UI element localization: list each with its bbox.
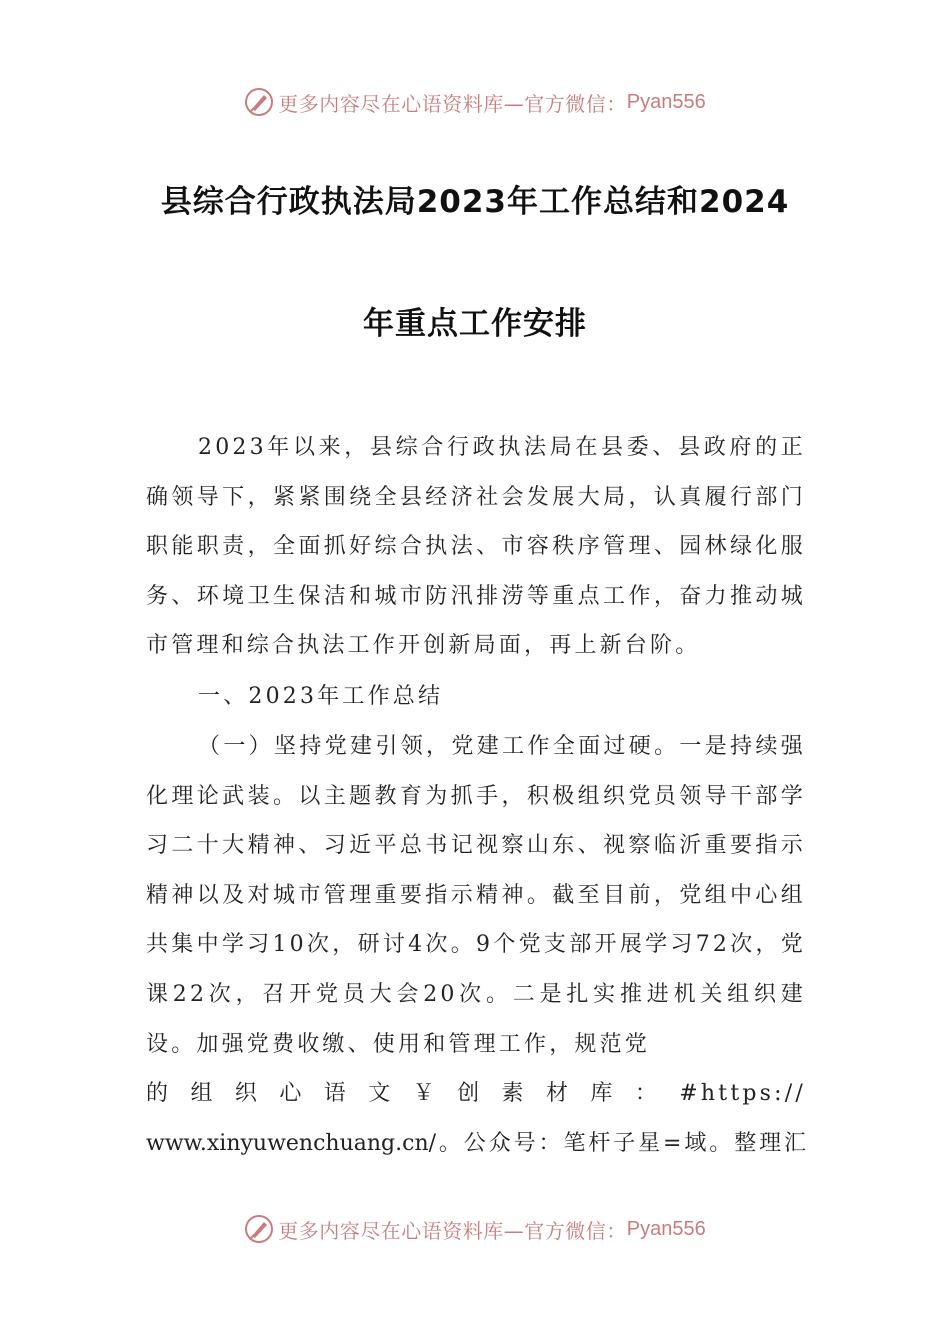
watermark-banner-bottom [0,1209,950,1249]
document-title-line1: 县综合行政执法局2023年工作总结和2024 [160,184,790,220]
intro-paragraph: 2023年以来，县综合行政执法局在县委、县政府的正确领导下，紧紧围绕全县经济社会发展大局，认真履行部门职能职责，全面抓好综合执法、市容秩序管理、园林绿化服务、环境卫生保洁和城市防汛排涝等重点工作，奋力推动城市管理和综合执法工作开创新局面，再上新台阶。 [146,435,806,659]
spread-watermark-line: 的组织心语文￥创素材库：#https:// [146,1081,806,1107]
watermark-text: 更多内容尽在心语资料库—官方微信： [278,91,627,116]
section1-paragraph: （一）坚持党建引领，党建工作全面过硬。一是持续强化理论武装。以主题教育为抓手，积极组织党员领导干部学习二十大精神、习近平总书记视察山东、视察临沂重要指示精神以及对城市管理重要指示精神。截至目前，党组中心组共集中学习10次，研讨4次。9个党支部开展学习72次，党课22次，召开党员大会20次。二是扎实推进机关组织建设。加强党费收缴、使用和管理工作，规范党 [146,734,806,1057]
section-heading: 一、2023年工作总结 [198,684,444,709]
section-heading-block [146,672,806,722]
document-title-line2: 年重点工作安排 [363,306,587,342]
intro-paragraph-block [146,423,806,671]
quill-pen-logo-icon [244,1214,274,1244]
section1-paragraph-block [146,722,806,1168]
watermark-wechat-id: Pyan556 [626,90,706,113]
watermark-banner-top [0,82,950,122]
quill-pen-logo-icon [244,87,274,117]
watermark-text: 更多内容尽在心语资料库—官方微信： [278,1218,627,1243]
url-line: www.xinyuwenchuang.cn/。公众号：笔杆子星=域。整理汇 [146,1130,806,1156]
watermark-wechat-id: Pyan556 [626,1217,706,1240]
